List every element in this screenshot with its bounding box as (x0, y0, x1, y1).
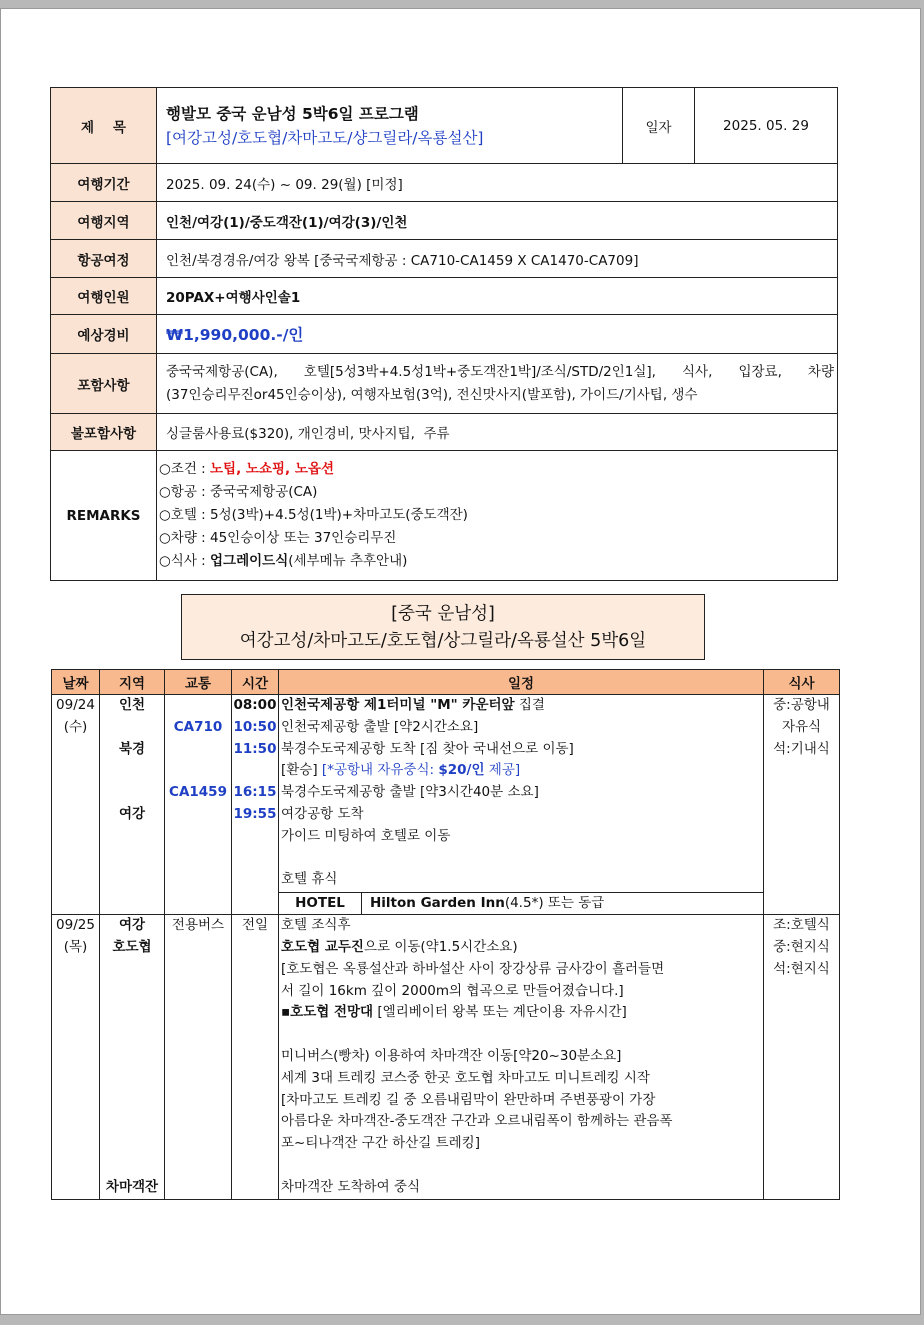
itinerary-header-row (52, 670, 840, 695)
banner-line-1: [중국 운남성] (391, 604, 495, 624)
included-line-1: 중국국제항공(CA), 호텔[5성3박+4.5성1박+중도객잔1박]/조식/STD/2인1실], 식사, 입장료, 차량 (166, 363, 834, 380)
pax-row (51, 278, 838, 315)
day2-meal-1: 조:호텔식 (773, 917, 830, 934)
header-meal: 식사 (764, 670, 840, 695)
day1-time-2: 10:50 (233, 718, 277, 735)
remark-meal-suffix: (세부메뉴 추후안내) (288, 553, 408, 569)
flight-label: 항공여정 (51, 240, 157, 278)
remarks-value (157, 451, 838, 581)
region-value: 인천/여강(1)/중도객잔(1)/여강(3)/인천 (157, 202, 838, 240)
day2-observatory: ▪호도협 전망대 (281, 1004, 374, 1021)
day2-schedule-cell (279, 915, 764, 1199)
remark-airline: ○항공 : 중국국제항공(CA) (159, 484, 318, 500)
itinerary-table (51, 669, 840, 1200)
day1-meal-1: 중:공항내 (773, 697, 830, 713)
day1-hotel-grade: (4.5*) 또는 동급 (504, 895, 605, 912)
day1-schedule-5: 북경수도국제공항 출발 [약3시간40분 소요] (281, 784, 539, 801)
day1-schedule-4 (279, 760, 763, 782)
day2-schedule-10: 포~티나객잔 구간 하산길 트레킹] (281, 1135, 480, 1152)
period-row (51, 164, 838, 202)
remark-meal (159, 550, 828, 573)
title-sub: [여강고성/호도협/차마고도/샹그릴라/옥룡설산] (166, 128, 484, 147)
cost-value: ₩1,990,000.-/인 (157, 315, 838, 354)
day2-time-cell (232, 915, 279, 1199)
day2-region-cell (100, 915, 165, 1199)
day2-dow: (목) (63, 938, 88, 955)
day2-schedule-5 (279, 1002, 763, 1024)
included-row (51, 354, 838, 414)
title-cell (157, 88, 623, 164)
day1-meeting-point: 인천국제공항 제1터미널 "M" 카운터앞 (281, 697, 515, 713)
day1-hotel-info (362, 893, 604, 914)
flight-value: 인천/북경경유/여강 왕복 [중국국제항공 : CA710-CA1459 X CA1470-CA709] (157, 240, 838, 278)
program-banner (181, 594, 705, 660)
day1-time-1: 08:00 (233, 697, 277, 713)
date-value: 2025. 05. 29 (695, 88, 838, 164)
day2-schedule-2 (279, 937, 763, 959)
day1-time-4: 16:15 (233, 784, 277, 801)
day1-meal-3: 석:기내식 (773, 740, 830, 757)
remark-meal-bold: 업그레이드식 (210, 553, 289, 569)
day1-region-2: 북경 (118, 740, 146, 757)
header-region: 지역 (100, 670, 165, 695)
included-label: 포함사항 (51, 354, 157, 414)
remark-meal-label: ○식사 : (159, 553, 210, 569)
period-value: 2025. 09. 24(수) ~ 09. 29(월) [미정] (157, 164, 838, 202)
day1-region-1: 인천 (118, 697, 146, 713)
day1-hotel-label: HOTEL (279, 893, 362, 914)
day2-schedule-3: [호도협은 옥룡설산과 하바설산 사이 장강상류 금사강이 흘러들면 (281, 960, 665, 977)
day1-region-3: 여강 (118, 805, 146, 822)
day2-region-1: 여강 (118, 917, 146, 934)
document-page (0, 8, 921, 1315)
day1-hotel-row (279, 892, 763, 914)
day1-transport-cell (165, 695, 232, 915)
day1-date: 09/24 (56, 697, 95, 713)
day1-lunch-amount: $20/인 (438, 762, 485, 779)
excluded-row (51, 414, 838, 451)
pax-value: 20PAX+여행사인솔1 (157, 278, 838, 315)
day2-schedule-4: 서 길이 16km 깊이 2000m의 협곡으로 만들어졌습니다.] (281, 982, 624, 999)
remark-condition-value: 노팁, 노쇼핑, 노옵션 (210, 461, 334, 477)
day1-schedule-3: 북경수도국제공항 도착 [짐 찾아 국내선으로 이동] (281, 740, 574, 757)
header-transport: 교통 (165, 670, 232, 695)
title-main: 행발모 중국 운남성 5박6일 프로그램 (166, 104, 419, 123)
header-schedule: 일정 (279, 670, 764, 695)
day1-meal-2: 자유식 (781, 718, 822, 735)
remark-vehicle: ○차량 : 45인승이상 또는 37인승리무진 (159, 530, 397, 546)
day2-meal-3: 석:현지식 (773, 960, 830, 977)
day1-schedule-cell (279, 695, 764, 915)
day2-region-2: 호도협 (112, 938, 152, 955)
flight-row (51, 240, 838, 278)
day1-lunch-note: [*공항내 자유중식: (321, 762, 439, 779)
day2-schedule-1: 호텔 조식후 (281, 917, 351, 934)
day1-meal-cell (764, 695, 840, 915)
day1-flight-2: CA1459 (169, 784, 227, 801)
day2-observatory-text: [엘리베이터 왕복 또는 계단이용 자유시간] (373, 1004, 627, 1021)
day1-dow: (수) (63, 718, 88, 735)
included-line-2: (37인승리무진or45인승이상), 여행자보험(3억), 전신맛사지(발포함), 가이드/기사팁, 생수 (166, 386, 698, 403)
remarks-row (51, 451, 838, 581)
day1-hotel-name: Hilton Garden Inn (370, 895, 505, 912)
day2-date-cell (52, 915, 100, 1199)
day1-schedule-7: 가이드 미팅하여 호텔로 이동 (281, 827, 451, 844)
day2-destination-text: 으로 이동(약1.5시간소요) (363, 938, 518, 955)
day2-meal-cell (764, 915, 840, 1199)
day2-transport: 전용버스 (171, 917, 225, 934)
title-row (51, 88, 838, 164)
included-value (157, 354, 838, 414)
date-label: 일자 (623, 88, 695, 164)
remarks-label: REMARKS (51, 451, 157, 581)
region-row (51, 202, 838, 240)
day2-time: 전일 (241, 917, 269, 934)
itinerary-day-1 (52, 695, 840, 915)
title-label: 제 목 (51, 88, 157, 164)
day2-date: 09/25 (56, 917, 95, 934)
day1-flight-1: CA710 (173, 718, 223, 735)
day1-schedule-6: 여강공항 도착 (281, 805, 364, 822)
day2-region-3: 차마객잔 (105, 1178, 159, 1195)
day2-schedule-9: 아름다운 차마객잔-중도객잔 구간과 오르내림폭이 함께하는 관음폭 (281, 1113, 673, 1130)
day1-time-cell (232, 695, 279, 915)
day1-time-5: 19:55 (233, 805, 277, 822)
header-date: 날짜 (52, 670, 100, 695)
cost-label: 예상경비 (51, 315, 157, 354)
day2-meal-2: 중:현지식 (773, 938, 830, 955)
day1-meeting-text: 집결 (514, 697, 545, 713)
day1-schedule-1 (279, 695, 763, 717)
day1-date-cell (52, 695, 100, 915)
region-label: 여행지역 (51, 202, 157, 240)
day2-schedule-8: [차마고도 트레킹 길 중 오름내림막이 완만하며 주변풍광이 가장 (281, 1091, 656, 1108)
pax-label: 여행인원 (51, 278, 157, 315)
day2-schedule-6: 미니버스(빵차) 이용하여 차마객잔 이동[약20~30분소요] (281, 1047, 622, 1064)
excluded-value: 싱글룸사용료($320), 개인경비, 맛사지팁, 주류 (157, 414, 838, 451)
program-info-table (50, 87, 838, 581)
day2-transport-cell (165, 915, 232, 1199)
day1-transfer-label: [환승] (281, 762, 322, 779)
header-time: 시간 (232, 670, 279, 695)
day1-time-3: 11:50 (233, 740, 277, 757)
day2-destination: 호도협 교두진 (281, 938, 364, 955)
excluded-label: 불포함사항 (51, 414, 157, 451)
day2-schedule-7: 세계 3대 트레킹 코스중 한곳 호도협 차마고도 미니트레킹 시작 (281, 1069, 650, 1086)
period-label: 여행기간 (51, 164, 157, 202)
day1-schedule-2: 인천국제공항 출발 [약2시간소요] (281, 718, 479, 735)
banner-line-2: 여강고성/차마고도/호도협/상그릴라/옥룡설산 5박6일 (239, 631, 647, 651)
itinerary-day-2 (52, 915, 840, 1199)
day1-lunch-note-end: 제공] (484, 762, 521, 779)
day1-schedule-8: 호텔 휴식 (281, 871, 338, 888)
remark-condition (159, 458, 828, 481)
day1-region-cell (100, 695, 165, 915)
cost-row (51, 315, 838, 354)
remark-condition-label: ○조건 : (159, 461, 210, 477)
day2-schedule-11: 차마객잔 도착하여 중식 (281, 1178, 420, 1195)
remark-hotel: ○호텔 : 5성(3박)+4.5성(1박)+차마고도(중도객잔) (159, 507, 468, 523)
